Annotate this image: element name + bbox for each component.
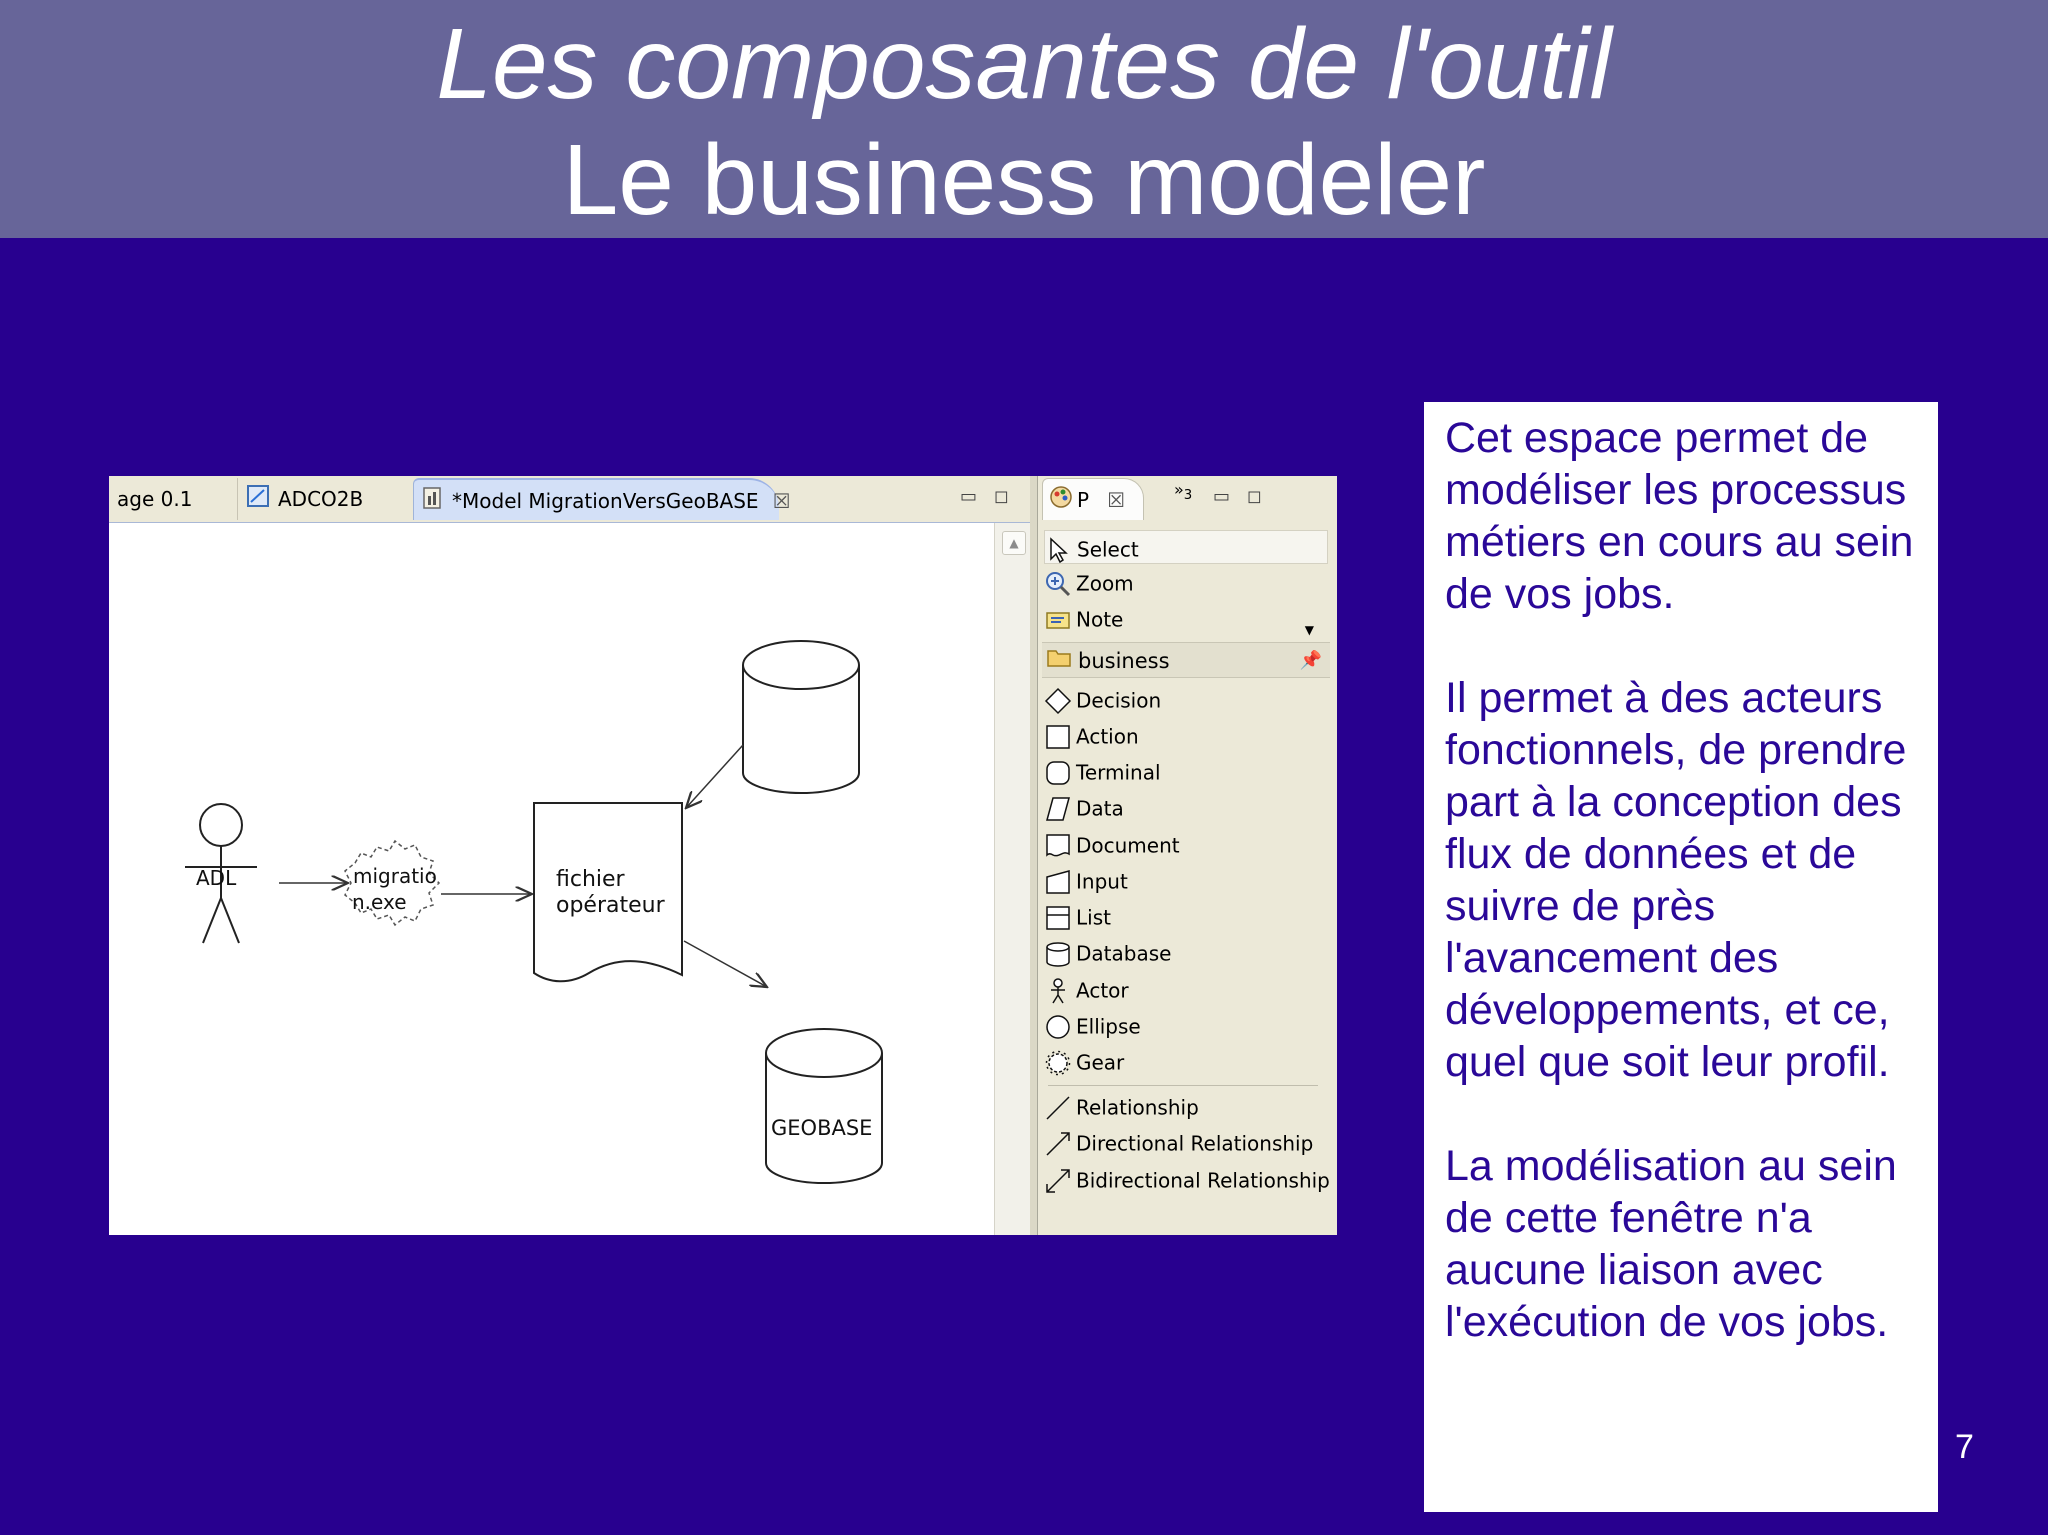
palette-icon [1049,481,1073,523]
palette-directional-relationship[interactable] [1044,1125,1328,1159]
shape-label: Actor [1076,978,1129,1003]
pointer-icon [1045,536,1073,564]
tab-page[interactable] [109,478,232,520]
shape-label: Decision [1076,688,1162,713]
action-icon [1044,723,1072,751]
relationship-label: Directional Relationship [1076,1131,1314,1156]
slide-title: Les composantes de l'outil [436,8,1612,120]
palette-panel [1037,476,1337,1235]
pin-icon[interactable]: 📌 [1299,650,1322,671]
tab-label: ADCO2B [278,487,364,511]
palette-shape-action[interactable] [1044,718,1328,752]
relationship-label: Relationship [1076,1095,1199,1120]
shape-label: Database [1076,941,1172,966]
slide-subtitle: Le business modeler [562,124,1486,236]
palette-drawer-business[interactable] [1042,642,1330,678]
palette-header [1038,476,1337,522]
diagram-canvas[interactable] [109,523,1002,1235]
tool-label: Note [1076,607,1124,632]
shape-label: Gear [1076,1050,1125,1075]
folder-icon [1046,644,1074,680]
zoom-icon [1044,570,1072,598]
maximize-icon[interactable]: ◻ [994,486,1009,507]
database-shape-top[interactable] [743,641,859,793]
shape-label: List [1076,905,1111,930]
tool-label: Zoom [1076,571,1134,596]
database-shape-geobase[interactable] [766,1029,882,1183]
palette-shape-terminal[interactable] [1044,754,1328,788]
shape-label: Data [1076,796,1124,821]
actor-icon [1044,977,1072,1005]
tab-label: age 0.1 [117,487,193,511]
palette-shape-database[interactable] [1044,935,1328,969]
minimize-icon[interactable]: ▭ [1213,486,1231,507]
gear-label-line1: migratio [353,864,437,888]
tab-label: *Model MigrationVersGeoBASE [452,489,759,513]
palette-bidirectional-relationship[interactable] [1044,1162,1328,1196]
decision-icon [1044,687,1072,715]
model-icon [422,482,444,524]
palette-shape-decision[interactable] [1044,682,1328,716]
actor-shape[interactable] [185,804,257,943]
palette-tab-label: P [1077,488,1090,512]
list-icon [1044,904,1072,932]
overflow-count: 3 [1183,488,1193,504]
close-icon[interactable]: ☒ [1107,488,1125,512]
actor-label: ADL [196,866,237,890]
gear-label-line2: n.exe [352,890,407,914]
palette-tool-note[interactable] [1044,601,1328,635]
note-icon [1044,606,1072,634]
shape-label: Action [1076,724,1139,749]
ellipse-icon [1044,1013,1072,1041]
business-diagram [109,523,1002,1235]
bidirectional-relationship-icon [1044,1167,1072,1195]
tab-adco2b[interactable] [237,478,413,520]
palette-shape-actor[interactable] [1044,972,1328,1006]
drawer-label: business [1078,649,1170,673]
editor-tab-bar [109,476,1034,523]
relationship-label: Bidirectional Relationship [1076,1168,1330,1193]
directional-relationship-icon [1044,1130,1072,1158]
document-shape[interactable] [534,803,682,981]
tab-palette[interactable] [1042,478,1144,520]
tool-label: Select [1077,537,1139,562]
palette-shape-input[interactable] [1044,863,1328,897]
page-number: 7 [1955,1428,1974,1466]
palette-shape-data[interactable] [1044,790,1328,824]
vertical-scrollbar[interactable] [994,523,1031,1235]
description-paragraph-3: La modélisation au sein de cette fenêtre n'a aucune liaison avec l'exécution de vos jobs. [1445,1142,1897,1346]
business-modeler-screenshot [109,476,1337,1235]
close-icon[interactable]: ☒ [772,489,791,513]
document-label-line1: fichier [556,867,625,892]
document-label-line2: opérateur [556,893,665,918]
minimize-icon[interactable]: ▭ [960,486,978,507]
description-box [1424,402,1938,1512]
palette-separator [1048,1085,1318,1086]
gear-icon [1044,1049,1072,1077]
description-paragraph-1: Cet espace permet de modéliser les processus métiers en cours au sein de vos jobs. [1445,414,1914,618]
description-paragraph-2: Il permet à des acteurs fonctionnels, de prendre part à la conception des flux de données et de suivre de près l'avancement des développements, et ce, quel que soit leur profil. [1445,674,1907,1086]
palette-shape-list[interactable] [1044,899,1328,933]
relationship-arrow[interactable] [686,745,743,808]
maximize-icon[interactable]: ◻ [1247,486,1262,507]
job-icon [246,480,270,522]
database-label: GEOBASE [771,1116,873,1140]
terminal-icon [1044,759,1072,787]
palette-relationship[interactable] [1044,1089,1328,1123]
slide-header [0,0,2048,238]
palette-tool-select[interactable] [1044,530,1328,564]
palette-shape-gear[interactable] [1044,1044,1328,1078]
scroll-up-icon[interactable]: ▲ [1002,531,1026,555]
palette-tool-zoom[interactable] [1044,565,1328,599]
gear-shape[interactable] [345,841,439,925]
palette-shape-ellipse[interactable] [1044,1008,1328,1042]
shape-label: Document [1076,833,1180,858]
shape-label: Input [1076,869,1128,894]
document-icon [1044,832,1072,860]
shape-label: Terminal [1076,760,1161,785]
input-icon [1044,868,1072,896]
dropdown-arrow-icon[interactable]: ▼ [1304,623,1314,637]
data-icon [1044,795,1072,823]
database-icon [1044,940,1072,968]
palette-shape-document[interactable] [1044,827,1328,861]
overflow-tabs-button[interactable]: $»_3$ [1174,480,1193,504]
shape-label: Ellipse [1076,1014,1141,1039]
relationship-icon [1044,1094,1072,1122]
tab-model-migration[interactable] [413,478,791,520]
relationship-arrow[interactable] [684,941,767,987]
pane-splitter[interactable] [1030,476,1037,1235]
